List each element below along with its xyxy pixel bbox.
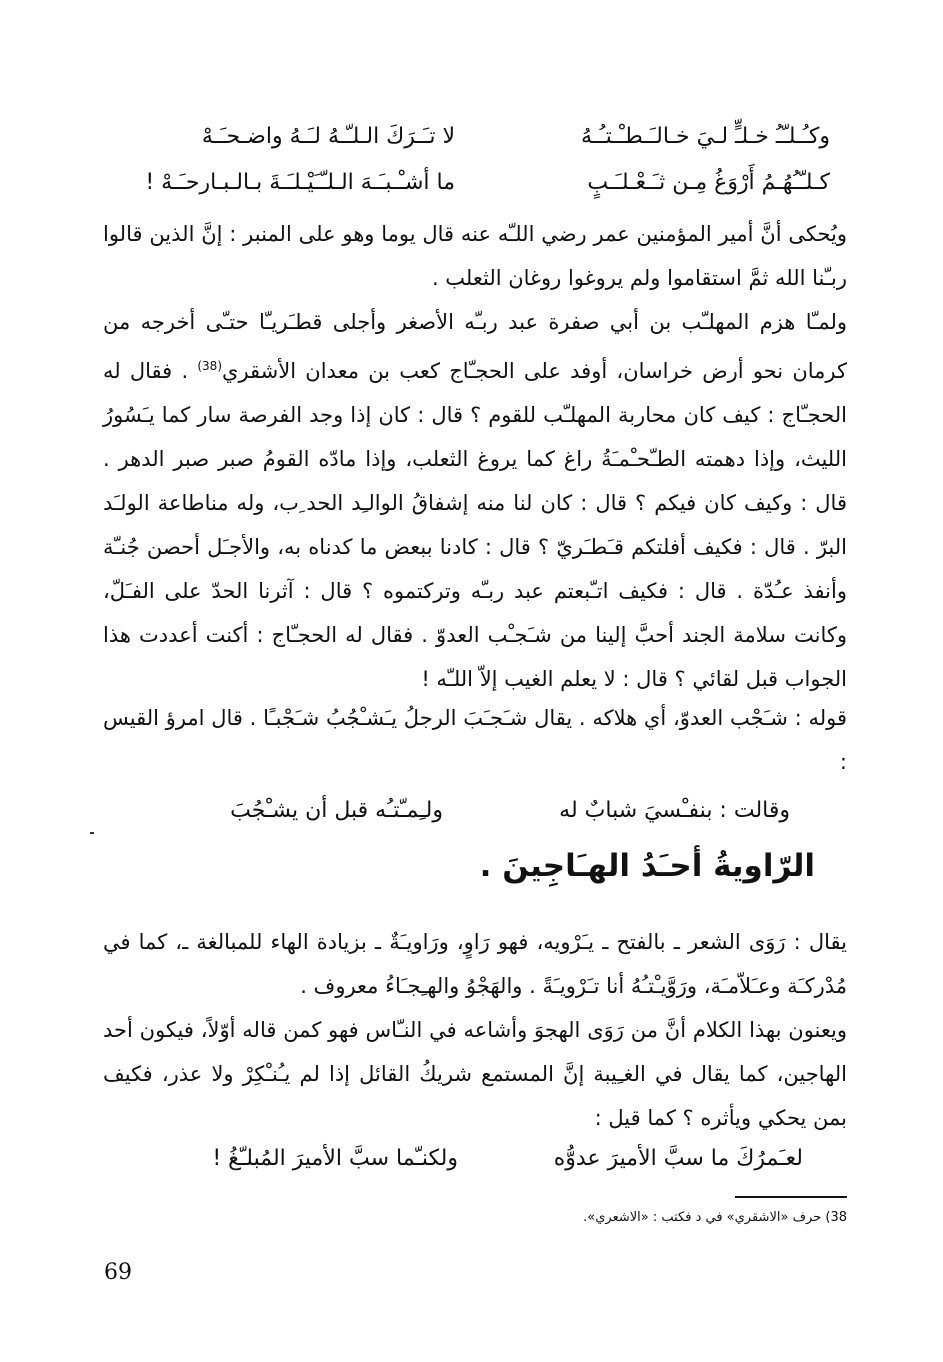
paragraph-umar: ويُحكى أنَّ أمير المؤمنين عمر رضي اللـّه عنه قال يوما وهو على المنبر : إنَّ الذين قالوا ربـّنا الله ثمَّ استقاموا ولم يروغوا روغان الثعلب .	[103, 222, 847, 290]
footnote-38: 38) حرف «الاشقري» في د فكتب : «الاشعري».	[583, 1210, 847, 1225]
verse1-line2-right: كـلـّـُهُـمُ أَرْوَغُ مِـن ثـَـعْـلـَـبٍ	[587, 170, 830, 195]
paragraph-muhallab-start: ولمـّا هزم المهلـّب بن أبي صفرة عبد ربـّه الأصغر وأجلى قطـَريـّا حتـّى أخرجه من كرمان نحو أرض خراسان، أوفد على الحجـّاج كعب بن معدان الأشقري	[103, 310, 847, 383]
paragraph-shajb: قوله : شـَجْب العدوّ، أي هلاكه . يقال شـَجـَبَ الرجلُ يـَشـْجُبُ شـَجْبـًا . قال امرؤ القيس :	[103, 706, 847, 774]
verse1-line2-left: ما أشـْـبـَـهَ الـلـّـَيْـلـَـةَ بـالـبـارحـَـهْ !	[145, 170, 455, 195]
footnote-reference: (38)	[197, 359, 223, 373]
paragraph-hajin: ويعنون بهذا الكلام أنَّ من رَوَى الهجوَ وأشاعه في النـّاس فهو كمن قاله أوّلاً، فيكون أحد الهاجين، كما يقال في الغـِيبة إنَّ المستمع شريكُ القائل إذا لم يـُنـْكِرْ ولا عذر، فكيف بمن يحكي ويأثره ؟ كما قيل :	[103, 1018, 847, 1130]
footnote-divider	[735, 1196, 847, 1198]
verse1-line1-left: لا تـَـرَكَ الـلـّـهُ لـَـهُ واضـحـَـهْ	[201, 124, 455, 149]
paragraph-rawa: يقال : رَوَى الشعر ـ بالفتح ـ يـَرْويه، فهو رَاوٍ، ورَاويـَةٌ ـ بزيادة الهاء للمبالغة ـ، كما في مُدْركـَة وعـَلاّمـَة، ورَوَّيـْتـُهُ أنا تـَرْويـَةً . والهَجْوُ والهـِجـَاءُ معروف .	[103, 930, 847, 998]
verse3-right: لعـَمرُكَ ما سبَّ الأميرَ عدوُّه	[553, 1146, 803, 1171]
margin-mark	[90, 832, 94, 834]
paragraph-muhallab-rest: . فقال له الحجـّاج : كيف كان محاربة المهلـّب للقوم ؟ قال : كان إذا وجد الفرصة سار كما يـَسُورُ الليث، وإذا دهمته الطـّحـْمـَةُ راغ كما يروغ الثعلب، وإذا مادّه القومُ صبر صبر الدهر . قال : وكيف كان فيكم ؟ قال : كان لنا منه إشفاقُ الوالـِد الحد ِب، وله مناطاعة الولـَد البرّ . قال : فكيف أفلتكم قـَطـَريّ ؟ قال : كادنا ببعض ما كدناه به، والأجـَل أحصن جُنـّة وأنفذ عـُدّة . قال : فكيف اتـّبعتم عبد ربـّه وتركتموه ؟ قال : آثرنا الحدّ على الفـَلّ، وكانت سلامة الجند أحبَّ إلينا من شـَجـْب العدوّ . فقال له الحجـّاج : أكنت أعددت هذا الجواب قبل لقائي ؟ قال : لا يعلم الغيب إلاّ اللـّه !	[103, 359, 847, 691]
verse2-right: وقالت : بنفـْسيَ شبابٌ له	[559, 798, 790, 823]
paragraph-muhallab	[103, 300, 847, 701]
page-number: 69	[104, 1260, 132, 1285]
section-heading: الرّاويةُ أحـَدُ الهـَاجِينَ .	[479, 848, 815, 884]
verse3-left: ولكنـّما سبَّ الأميرَ المُبلـّغُ !	[212, 1146, 458, 1171]
verse1-line1-right: وكـُـلـّـُ خـلـٍّ لـيَ خـالـَـطـْـتـُـهُ	[580, 124, 830, 149]
verse2-left: ولـِمـّتـُه قبل أن يشـْجُبَ	[230, 798, 443, 823]
